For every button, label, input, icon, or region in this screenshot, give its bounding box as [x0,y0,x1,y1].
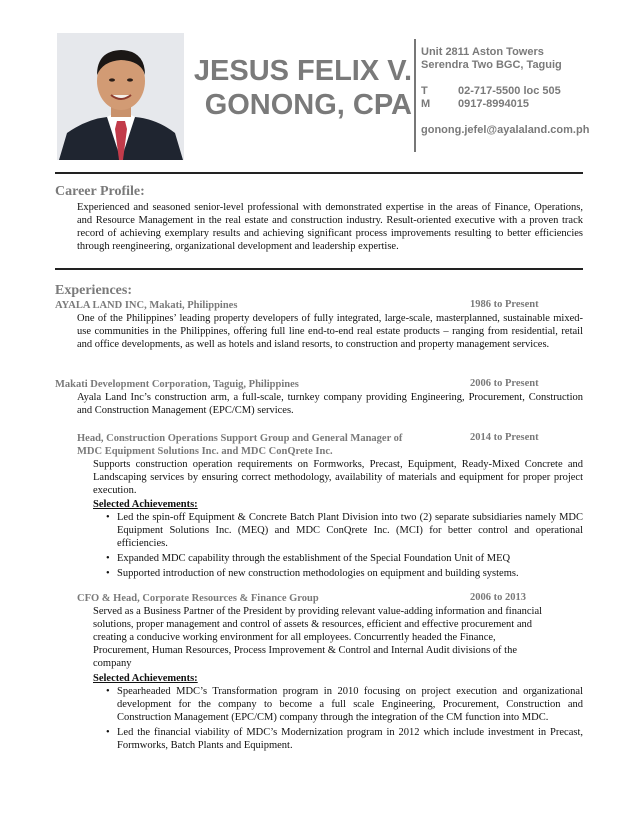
mobile-number: 0917-8994015 [458,98,529,110]
list-item: • Led the spin-off Equipment & Concrete Batch Plant Division into two (2) separate subsidiaries namely MDC Equipment Solutions Inc. (MEQ) and MDC ConQrete Inc. (MCI) for better control and operational efficiencies. [106,512,583,549]
experiences-heading: Experiences: [55,283,132,298]
mobile-row [421,98,631,111]
name-line-1: JESUS FELIX V. [193,55,412,87]
role1-description: Supports construction operation requirements on Formworks, Precast, Equipment, Ready-Mixed Concrete and Landscaping services by ensuring correct methodology, availability of materials and equipment for proper project execution. [93,459,583,496]
role2-description: Served as a Business Partner of the President by providing relevant value-adding information and financial solutions, proper management and control of assets & resources, efficient and effective procurement and creating a conducive working environment for all employees. Concurrently headed the Finance, Procurement, Human Resources, Process Improvement & Control and Internal Audit divisions of the company [93,606,543,669]
role2-dates: 2006 to 2013 [470,592,526,603]
header-rule [55,172,583,174]
ayala-dates: 1986 to Present [470,299,539,310]
phone-row [421,85,631,98]
address-line-2: Serendra Two BGC, Taguig [421,59,562,71]
address-line-1: Unit 2811 Aston Towers [421,46,544,58]
list-item: • Spearheaded MDC’s Transformation program in 2010 focusing on project execution and organizational development for the company to become a full scale Engineering, Procurement, Construction and Construction Management (EPC/CM) company through the integration of the CM function into MDC. [106,686,583,723]
candidate-name [190,54,412,122]
portrait-image [57,33,184,160]
name-line-2: GONONG, CPA [204,89,412,121]
profile-photo [57,33,184,160]
role1-achievements-list [103,511,583,582]
ayala-description: One of the Philippines’ leading property developers of fully integrated, large-scale, masterplanned, sustainable mixed-use communities in the Philippines, offering full line end-to-end real estate products – ranging from residential, retail and office developments, as well as hotels and island resorts, to construction and property management services. [77,313,583,350]
mdc-company: Makati Development Corporation, Taguig, Philippines [55,379,299,390]
role2-achievements-list [103,685,583,754]
list-item: • Supported introduction of new construction methodologies on equipment and building systems. [106,568,519,579]
mdc-dates: 2006 to Present [470,378,539,389]
section-rule [55,268,583,270]
role2-selected-achievements-label: Selected Achievements: [93,673,198,684]
career-profile-heading: Career Profile: [55,184,145,199]
phone-label: T [421,85,428,97]
career-profile-text: Experienced and seasoned senior-level professional with demonstrated expertise in the areas of Finance, Operations, and Resource Management in the real estate and construction industry. Result-oriented executive with a proven track record of achieving exemplary results and achieving significant process improvements resulting to better efficiencies through reengineering, organizational development and leadership expertise. [77,202,583,252]
contact-block [421,46,631,137]
ayala-company: AYALA LAND INC, Makati, Philippines [55,300,238,311]
email-address: gonong.jefel@ayalaland.com.ph [421,124,590,136]
phone-number: 02-717-5500 loc 505 [458,85,561,97]
role2-title: CFO & Head, Corporate Resources & Finance Group [77,593,319,604]
header-divider [414,39,416,152]
role1-dates: 2014 to Present [470,432,539,443]
list-item: • Led the financial viability of MDC’s Modernization program in 2012 which include investment in Precast, Formworks, Batch Plants and Equipment. [106,727,583,751]
role1-title-line-2: MDC Equipment Solutions Inc. and MDC ConQrete Inc. [77,446,333,457]
mdc-description: Ayala Land Inc’s construction arm, a full-scale, turnkey company providing Engineering, Procurement, Construction and Construction Management (EPC/CM) services. [77,392,583,416]
role1-selected-achievements-label: Selected Achievements: [93,499,198,510]
mobile-label: M [421,98,431,110]
role1-title-line-1: Head, Construction Operations Support Group and General Manager of [77,433,403,444]
list-item: • Expanded MDC capability through the establishment of the Special Foundation Unit of MEQ [106,553,511,564]
